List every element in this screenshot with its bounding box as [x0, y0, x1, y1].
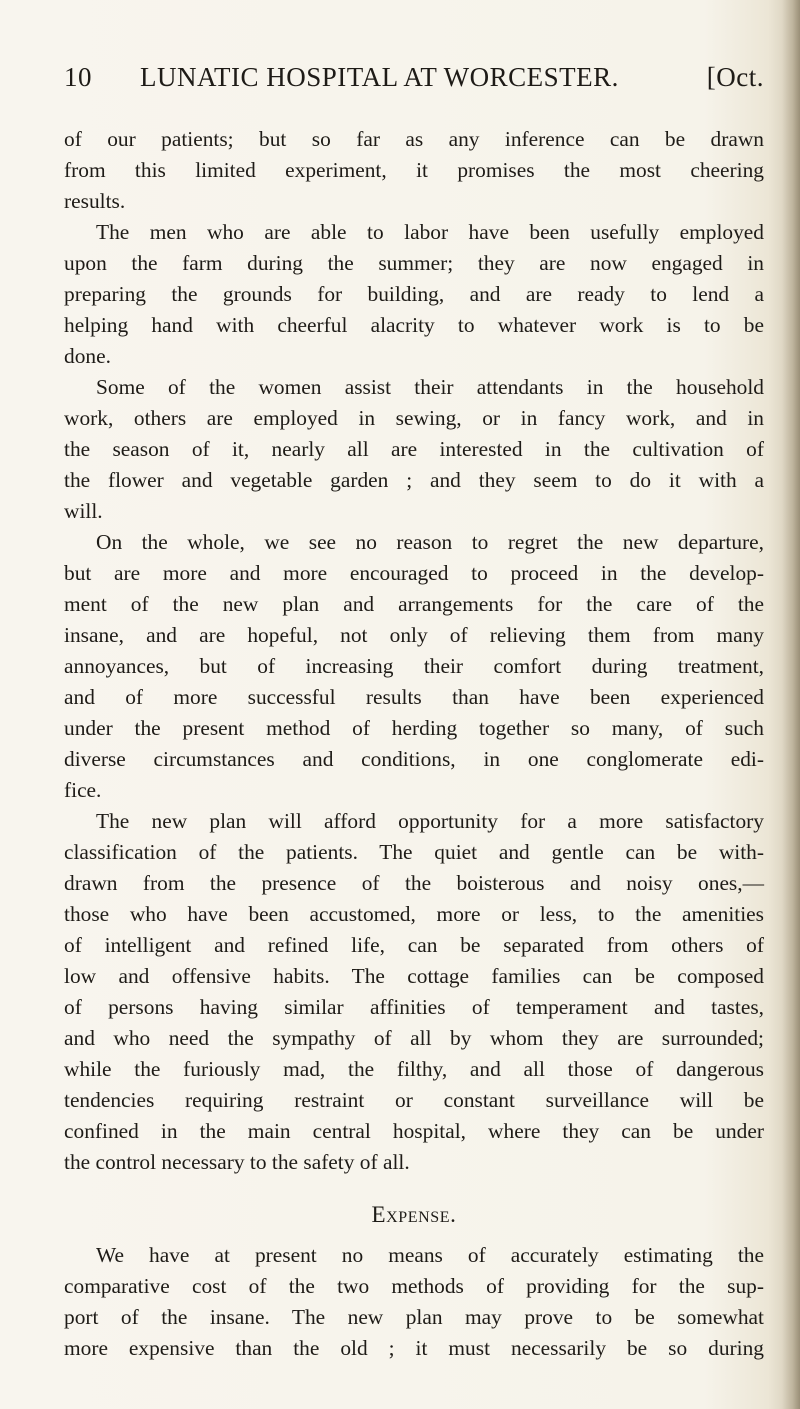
text-line: and who need the sympathy of all by whom they are surrounded; — [64, 1026, 764, 1050]
text-line: and of more successful results than have been experienced — [64, 685, 764, 709]
text-line: Some of the women assist their attendants in the household — [96, 375, 764, 399]
text-line: diverse circumstances and conditions, in one conglomerate edi- — [64, 747, 764, 771]
text-line: low and offensive habits. The cottage families can be composed — [64, 964, 764, 988]
running-title: LUNATIC HOSPITAL AT WORCESTER. — [140, 62, 619, 92]
text-line: done. — [64, 344, 111, 368]
text-line: the control necessary to the safety of all. — [64, 1150, 410, 1174]
body-text — [64, 124, 764, 1364]
text-line: The new plan will afford opportunity for a more satisfactory — [96, 809, 764, 833]
text-line: those who have been accustomed, more or less, to the amenities — [64, 902, 764, 926]
text-line: of persons having similar affinities of temperament and tastes, — [64, 995, 764, 1019]
text-line: drawn from the presence of the boisterous and noisy ones,— — [64, 871, 764, 895]
text-line: port of the insane. The new plan may prove to be somewhat — [64, 1305, 764, 1329]
text-line: confined in the main central hospital, where they can be under — [64, 1119, 764, 1143]
text-line: but are more and more encouraged to proceed in the develop- — [64, 561, 764, 585]
text-line: annoyances, but of increasing their comfort during treatment, — [64, 654, 764, 678]
page-number: 10 — [64, 62, 92, 92]
text-line: We have at present no means of accurately estimating the — [96, 1243, 764, 1267]
text-line: tendencies requiring restraint or constant surveillance will be — [64, 1088, 764, 1112]
running-head — [64, 62, 764, 102]
text-line: helping hand with cheerful alacrity to whatever work is to be — [64, 313, 764, 337]
section-heading: Expense. — [371, 1202, 457, 1227]
text-line: The men who are able to labor have been usefully employed — [96, 220, 764, 244]
text-line: under the present method of herding together so many, of such — [64, 716, 764, 740]
text-line: results. — [64, 189, 126, 213]
text-line: while the furiously mad, the filthy, and all those of dangerous — [64, 1057, 764, 1081]
text-line: more expensive than the old ; it must necessarily be so during — [64, 1336, 764, 1360]
text-line: the season of it, nearly all are interested in the cultivation of — [64, 437, 764, 461]
text-line: preparing the grounds for building, and are ready to lend a — [64, 282, 764, 306]
text-line: will. — [64, 499, 103, 523]
text-line: work, others are employed in sewing, or in fancy work, and in — [64, 406, 764, 430]
page-edge-shadow — [782, 0, 800, 1409]
text-line: comparative cost of the two methods of providing for the sup- — [64, 1274, 764, 1298]
text-line: fice. — [64, 778, 102, 802]
text-line: ment of the new plan and arrangements for the care of the — [64, 592, 764, 616]
text-line: insane, and are hopeful, not only of relieving them from many — [64, 623, 764, 647]
text-line: classification of the patients. The quiet and gentle can be with- — [64, 840, 764, 864]
text-line: upon the farm during the summer; they are now engaged in — [64, 251, 764, 275]
running-month: [Oct. — [706, 62, 764, 92]
text-line: On the whole, we see no reason to regret the new departure, — [96, 530, 764, 554]
text-line: of intelligent and refined life, can be separated from others of — [64, 933, 764, 957]
text-line: the flower and vegetable garden ; and they seem to do it with a — [64, 468, 764, 492]
text-line: of our patients; but so far as any inference can be drawn — [64, 127, 764, 151]
text-line: from this limited experiment, it promises the most cheering — [64, 158, 764, 182]
